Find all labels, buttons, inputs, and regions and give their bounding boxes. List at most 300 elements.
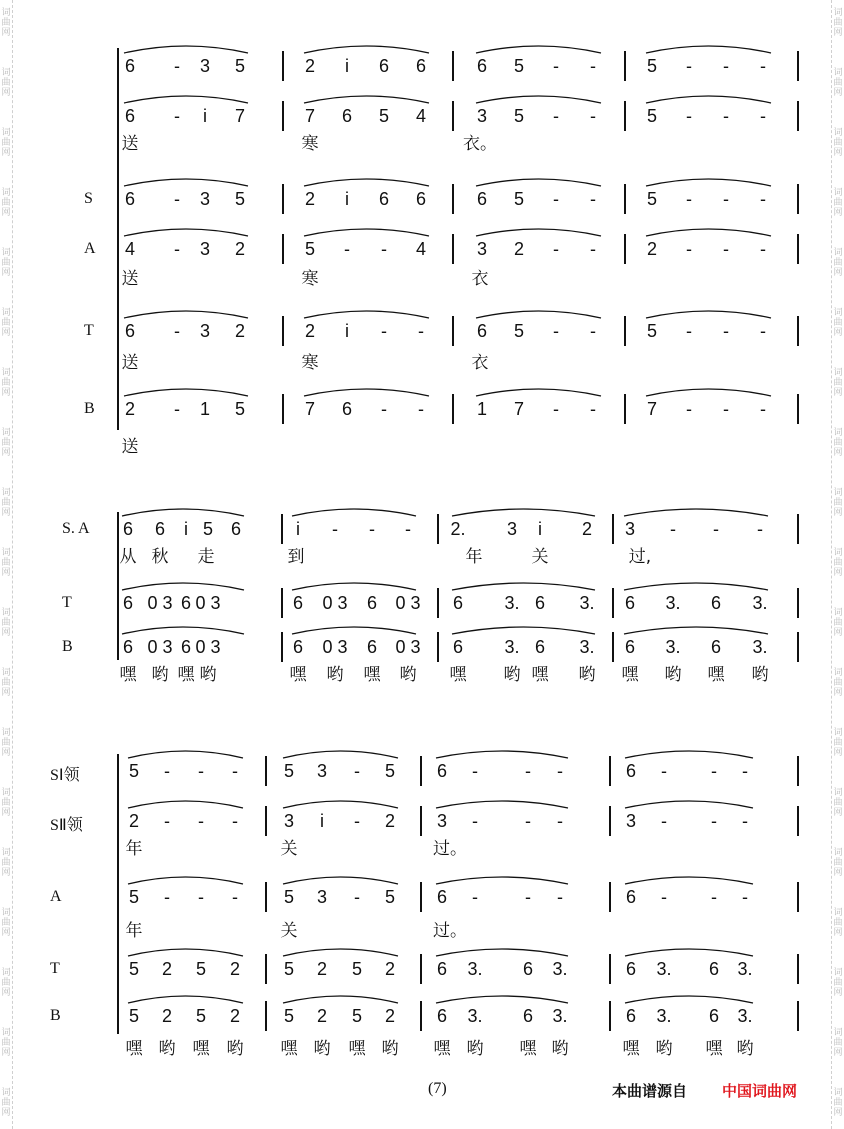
watermark-text: 词 曲 网	[833, 608, 843, 638]
barline	[282, 101, 284, 131]
lyric-syllable: 嘿	[621, 665, 639, 685]
barline	[609, 882, 611, 912]
voice-label: B	[62, 638, 73, 655]
note: 3.	[504, 637, 520, 657]
barline	[797, 234, 799, 264]
dash-extension: -	[760, 106, 766, 126]
note: 6	[180, 593, 192, 613]
watermark-text: 词 曲 网	[1, 68, 11, 98]
voice-label: A	[50, 888, 62, 905]
note: 3.	[579, 637, 595, 657]
note: 6	[292, 593, 304, 613]
lyric-syllable: 关	[280, 921, 298, 941]
lyric-syllable: 年	[125, 839, 143, 859]
slur-arc	[292, 583, 416, 590]
dash-extension: -	[723, 399, 729, 419]
barline	[265, 882, 267, 912]
barline	[612, 588, 614, 618]
slur-arc	[436, 877, 568, 884]
dash-extension: -	[760, 56, 766, 76]
slur-arc	[476, 46, 601, 53]
slur-arc	[122, 627, 244, 634]
note: 6	[624, 593, 636, 613]
note: 6	[436, 887, 448, 907]
dash-extension: -	[711, 887, 717, 907]
slur-arc	[476, 179, 601, 186]
note: 3.	[737, 959, 753, 979]
watermark-text: 词 曲 网	[1, 788, 11, 818]
note: 5	[351, 1006, 363, 1026]
barline	[624, 51, 626, 81]
note: 6	[625, 887, 637, 907]
note: 2	[316, 1006, 328, 1026]
voice-label: S	[84, 190, 93, 207]
note: 2	[304, 56, 316, 76]
lyric-syllable: 哟	[151, 665, 169, 685]
watermark-text: 词 曲 网	[1, 1028, 11, 1058]
lyric-syllable: 嘿	[119, 665, 137, 685]
dash-extension: -	[164, 761, 170, 781]
slur-arc	[124, 46, 248, 53]
note: 5	[283, 761, 295, 781]
lyric-syllable: 关	[280, 839, 298, 859]
slur-arc	[625, 751, 753, 758]
barline	[797, 394, 799, 424]
note: 3	[506, 519, 518, 539]
dash-extension: -	[590, 56, 596, 76]
note: 3	[476, 106, 488, 126]
barline	[797, 514, 799, 544]
lyric-syllable: 哟	[655, 1039, 673, 1059]
note: 6	[154, 519, 166, 539]
note: 3.	[752, 637, 768, 657]
dash-extension: -	[232, 811, 238, 831]
note: 4	[415, 106, 427, 126]
lyric-syllable: 哟	[399, 665, 417, 685]
dash-extension: -	[164, 887, 170, 907]
note: 5	[513, 189, 525, 209]
dash-extension: -	[723, 189, 729, 209]
note: 6	[452, 593, 464, 613]
note: 5	[513, 106, 525, 126]
dash-extension: -	[418, 321, 424, 341]
watermark-text: 词 曲 网	[1, 668, 11, 698]
lyric-syllable: 嘿	[433, 1039, 451, 1059]
note: 5	[202, 519, 214, 539]
slur-arc	[625, 996, 753, 1003]
page-number: (7)	[428, 1080, 447, 1097]
note: 3.	[665, 637, 681, 657]
lyric-syllable: 衣	[471, 269, 489, 289]
dash-extension: -	[472, 761, 478, 781]
note: 3.	[504, 593, 520, 613]
dash-extension: -	[713, 519, 719, 539]
dash-extension: -	[354, 887, 360, 907]
note: 3.	[552, 959, 568, 979]
note: 3.	[467, 1006, 483, 1026]
dash-extension: -	[686, 106, 692, 126]
note: 0 3	[147, 637, 173, 657]
lyric-syllable: 哟	[326, 665, 344, 685]
slur-arc	[646, 389, 771, 396]
note: 3	[199, 321, 211, 341]
barline	[624, 101, 626, 131]
slur-arc	[124, 229, 248, 236]
watermark-text: 词 曲 网	[1, 188, 11, 218]
lyric-syllable: 嘿	[705, 1039, 723, 1059]
barline	[265, 756, 267, 786]
barline	[797, 806, 799, 836]
watermark-text: 词 曲 网	[833, 488, 843, 518]
lyric-syllable: 嘿	[449, 665, 467, 685]
note: 5	[128, 887, 140, 907]
barline	[797, 882, 799, 912]
note: 5	[283, 959, 295, 979]
watermark-text: 词 曲 网	[833, 128, 843, 158]
lyric-syllable: 嘿	[348, 1039, 366, 1059]
note: 5	[234, 399, 246, 419]
note: 3	[476, 239, 488, 259]
slur-arc	[292, 509, 416, 516]
barline	[612, 632, 614, 662]
note: 3.	[656, 959, 672, 979]
barline	[282, 184, 284, 214]
note: 6	[710, 593, 722, 613]
barline	[282, 51, 284, 81]
dash-extension: -	[332, 519, 338, 539]
dash-extension: -	[174, 399, 180, 419]
note: 3	[199, 239, 211, 259]
dash-extension: -	[670, 519, 676, 539]
note: 6	[710, 637, 722, 657]
dash-extension: -	[354, 761, 360, 781]
barline	[797, 588, 799, 618]
note: i	[296, 519, 300, 539]
barline	[452, 184, 454, 214]
lyric-syllable: 哟	[664, 665, 682, 685]
barline	[624, 234, 626, 264]
note: 7	[304, 106, 316, 126]
system-brace	[117, 512, 119, 660]
lyric-syllable: 嘿	[622, 1039, 640, 1059]
dash-extension: -	[174, 321, 180, 341]
watermark-text: 词 曲 网	[833, 368, 843, 398]
note: 6	[124, 106, 136, 126]
note: 6	[436, 1006, 448, 1026]
note: 5	[283, 887, 295, 907]
note: 2	[124, 399, 136, 419]
dash-extension: -	[525, 761, 531, 781]
dash-extension: -	[369, 519, 375, 539]
note: 0 3	[195, 593, 221, 613]
dash-extension: -	[723, 239, 729, 259]
barline	[282, 234, 284, 264]
lyric-syllable: 送	[121, 353, 139, 373]
watermark-text: 词 曲 网	[833, 1088, 843, 1118]
note: 6	[625, 1006, 637, 1026]
dash-extension: -	[557, 811, 563, 831]
note: 6	[122, 593, 134, 613]
slur-arc	[128, 996, 243, 1003]
watermark-text: 词 曲 网	[1, 968, 11, 998]
slur-arc	[625, 877, 753, 884]
note: 5	[351, 959, 363, 979]
note: 4	[415, 239, 427, 259]
note: 2	[384, 959, 396, 979]
note: 6	[534, 593, 546, 613]
barline	[452, 316, 454, 346]
note: 5	[384, 887, 396, 907]
barline	[437, 514, 439, 544]
lyric-syllable: 到	[287, 547, 305, 567]
slur-arc	[452, 627, 595, 634]
note: 2	[234, 239, 246, 259]
barline	[420, 882, 422, 912]
watermark-text: 词 曲 网	[1, 488, 11, 518]
barline	[265, 954, 267, 984]
dash-extension: -	[553, 239, 559, 259]
dash-extension: -	[742, 811, 748, 831]
watermark-text: 词 曲 网	[1, 248, 11, 278]
watermark-text: 词 曲 网	[1, 728, 11, 758]
dash-extension: -	[590, 239, 596, 259]
dash-extension: -	[557, 761, 563, 781]
lyric-syllable: 哟	[158, 1039, 176, 1059]
note: 6	[436, 959, 448, 979]
dash-extension: -	[164, 811, 170, 831]
slur-arc	[646, 179, 771, 186]
note: 7	[234, 106, 246, 126]
slur-arc	[283, 949, 398, 956]
lyric-syllable: 哟	[381, 1039, 399, 1059]
note: 0 3	[395, 637, 421, 657]
note: 3	[316, 887, 328, 907]
barline	[420, 1001, 422, 1031]
note: 5	[128, 1006, 140, 1026]
slur-arc	[624, 583, 768, 590]
watermark-text: 词 曲 网	[833, 788, 843, 818]
note: 5	[195, 1006, 207, 1026]
barline	[452, 51, 454, 81]
slur-arc	[646, 96, 771, 103]
dash-extension: -	[590, 189, 596, 209]
lyric-syllable: 送	[121, 134, 139, 154]
note: 4	[124, 239, 136, 259]
barline	[797, 184, 799, 214]
lyric-syllable: 关	[531, 547, 549, 567]
lyric-syllable: 年	[125, 921, 143, 941]
lyric-syllable: 哟	[199, 665, 217, 685]
slur-arc	[304, 389, 429, 396]
dash-extension: -	[553, 189, 559, 209]
note: 6	[378, 56, 390, 76]
note: i	[345, 56, 349, 76]
barline	[797, 101, 799, 131]
dash-extension: -	[198, 761, 204, 781]
watermark-text: 词 曲 网	[1, 608, 11, 638]
note: 6	[625, 761, 637, 781]
lyric-syllable: 寒	[301, 269, 319, 289]
dash-extension: -	[232, 887, 238, 907]
slur-arc	[124, 389, 248, 396]
slur-arc	[436, 751, 568, 758]
note: 6	[625, 959, 637, 979]
dash-extension: -	[198, 811, 204, 831]
note: i	[345, 321, 349, 341]
note: 0 3	[322, 637, 348, 657]
barline	[624, 316, 626, 346]
dash-extension: -	[174, 189, 180, 209]
note: 6	[476, 56, 488, 76]
note: 3.	[579, 593, 595, 613]
note: 3	[625, 811, 637, 831]
dash-extension: -	[174, 239, 180, 259]
note: 3.	[752, 593, 768, 613]
voice-label: SⅠ领	[50, 767, 80, 784]
lyric-syllable: 哟	[226, 1039, 244, 1059]
slur-arc	[624, 509, 768, 516]
note: 0 3	[322, 593, 348, 613]
dash-extension: -	[686, 239, 692, 259]
system-brace	[117, 48, 119, 430]
note: 6	[708, 959, 720, 979]
note: 6	[378, 189, 390, 209]
lyric-syllable: 年	[465, 547, 483, 567]
slur-arc	[436, 801, 568, 808]
watermark-text: 词 曲 网	[1, 1088, 11, 1118]
watermark-text: 词 曲 网	[833, 188, 843, 218]
voice-label: T	[84, 322, 94, 339]
note: 1	[476, 399, 488, 419]
watermark-text: 词 曲 网	[1, 368, 11, 398]
dash-extension: -	[418, 399, 424, 419]
note: 6	[415, 56, 427, 76]
barline	[609, 756, 611, 786]
note: 6	[522, 1006, 534, 1026]
watermark-text: 词 曲 网	[833, 668, 843, 698]
watermark-text: 词 曲 网	[1, 908, 11, 938]
dash-extension: -	[557, 887, 563, 907]
note: 5	[234, 189, 246, 209]
slur-arc	[452, 583, 595, 590]
dash-extension: -	[525, 811, 531, 831]
slur-arc	[452, 509, 595, 516]
note: 6	[122, 519, 134, 539]
dash-extension: -	[232, 761, 238, 781]
note: 2	[304, 321, 316, 341]
note: 5	[195, 959, 207, 979]
slur-arc	[304, 46, 429, 53]
slur-arc	[476, 229, 601, 236]
dash-extension: -	[553, 321, 559, 341]
note: 2	[316, 959, 328, 979]
barline	[420, 806, 422, 836]
dash-extension: -	[711, 761, 717, 781]
dash-extension: -	[760, 239, 766, 259]
note: 6	[476, 321, 488, 341]
note: 0 3	[195, 637, 221, 657]
voice-label: S. A	[62, 520, 90, 537]
note: 3.	[665, 593, 681, 613]
lyric-syllable: 嘿	[363, 665, 381, 685]
barline	[281, 632, 283, 662]
slur-arc	[646, 229, 771, 236]
note: 3.	[552, 1006, 568, 1026]
note: 5	[384, 761, 396, 781]
voice-label: B	[84, 400, 95, 417]
dash-extension: -	[686, 399, 692, 419]
barline	[452, 234, 454, 264]
note: 2.	[450, 519, 466, 539]
watermark-text: 词 曲 网	[1, 848, 11, 878]
lyric-syllable: 过,	[628, 547, 652, 567]
voice-label: T	[50, 960, 60, 977]
watermark-text: 词 曲 网	[833, 1028, 843, 1058]
note: 6	[124, 189, 136, 209]
note: 6	[180, 637, 192, 657]
note: 6	[415, 189, 427, 209]
dash-extension: -	[553, 106, 559, 126]
barline	[797, 756, 799, 786]
note: 5	[646, 321, 658, 341]
lyric-syllable: 嘿	[177, 665, 195, 685]
slur-arc	[283, 751, 398, 758]
note: 2	[513, 239, 525, 259]
dash-extension: -	[723, 321, 729, 341]
slur-arc	[304, 311, 429, 318]
note: 5	[646, 189, 658, 209]
lyric-syllable: 送	[121, 269, 139, 289]
watermark-text: 词 曲 网	[833, 68, 843, 98]
lyric-syllable: 寒	[301, 353, 319, 373]
voice-label: SⅡ领	[50, 817, 83, 834]
barline	[624, 184, 626, 214]
note: 5	[646, 106, 658, 126]
note: 5	[304, 239, 316, 259]
note: 2	[234, 321, 246, 341]
barline	[797, 51, 799, 81]
source-site: 中国词曲网	[722, 1082, 798, 1100]
watermark-text: 词 曲 网	[1, 128, 11, 158]
slur-arc	[122, 583, 244, 590]
dash-extension: -	[757, 519, 763, 539]
dash-extension: -	[472, 887, 478, 907]
lyric-syllable: 送	[121, 437, 139, 457]
slur-arc	[436, 949, 568, 956]
note: 2	[161, 959, 173, 979]
source-prefix: 本曲谱源自	[612, 1082, 688, 1100]
slur-arc	[304, 179, 429, 186]
note: 3.	[467, 959, 483, 979]
note: i	[320, 811, 324, 831]
note: i	[203, 106, 207, 126]
watermark-text: 词 曲 网	[833, 308, 843, 338]
slur-arc	[625, 949, 753, 956]
slur-arc	[304, 96, 429, 103]
note: 6	[366, 637, 378, 657]
note: 5	[128, 959, 140, 979]
note: 2	[646, 239, 658, 259]
lyric-syllable: 嘿	[280, 1039, 298, 1059]
slur-arc	[283, 996, 398, 1003]
watermark-text: 词 曲 网	[833, 8, 843, 38]
note: 0 3	[395, 593, 421, 613]
note: 6	[452, 637, 464, 657]
slur-arc	[476, 389, 601, 396]
lyric-syllable: 过。	[433, 839, 467, 859]
note: 6	[708, 1006, 720, 1026]
note: 6	[230, 519, 242, 539]
